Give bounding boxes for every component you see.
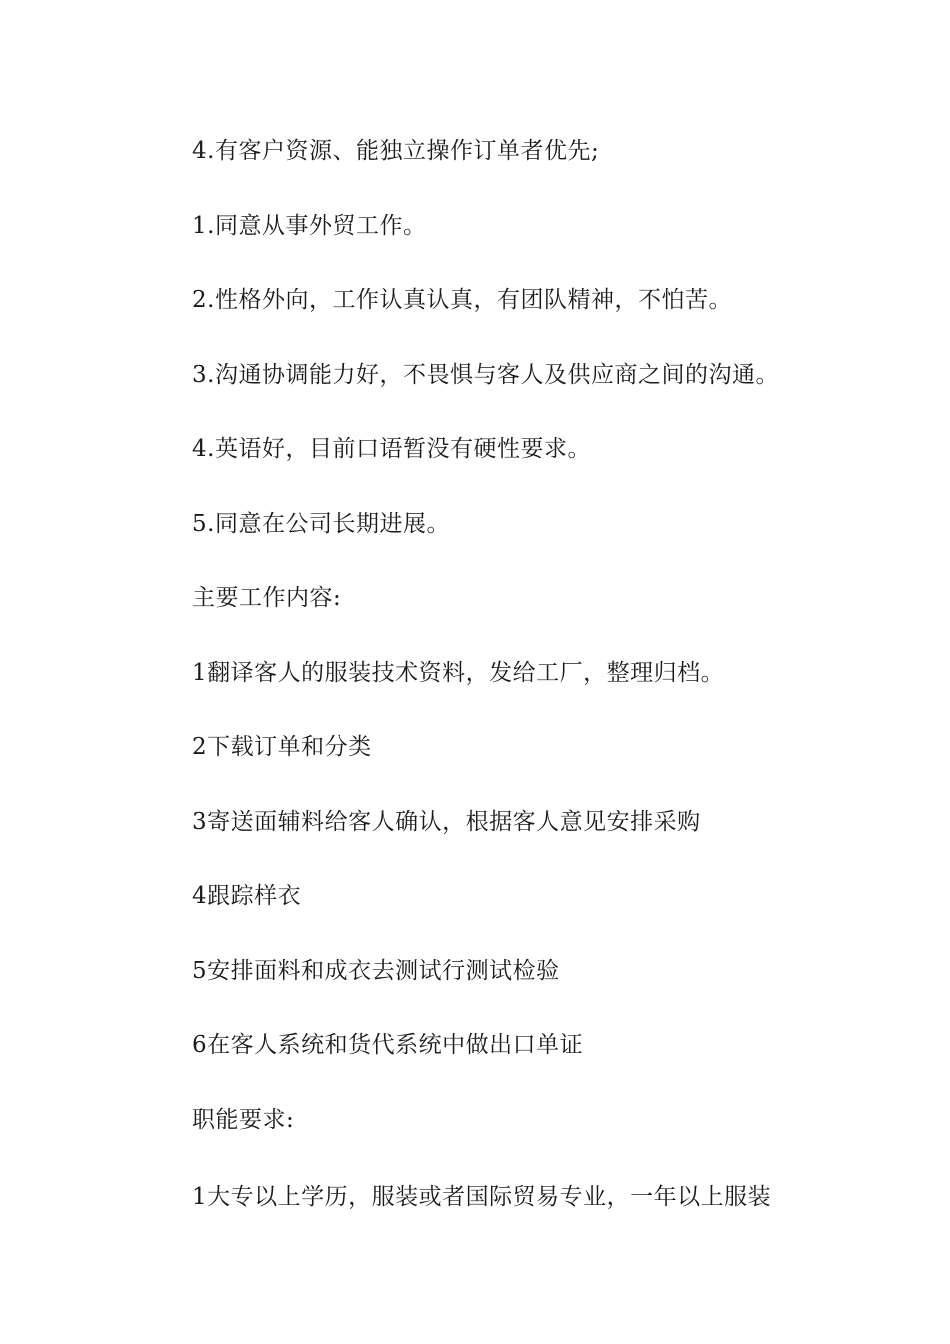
requirement-line: 1.同意从事外贸工作。	[192, 213, 427, 239]
requirement-line: 3.沟通协调能力好，不畏惧与客人及供应商之间的沟通。	[192, 362, 779, 388]
duty-line: 1翻译客人的服装技术资料，发给工厂，整理归档。	[192, 660, 725, 686]
requirement-line: 4.有客户资源、能独立操作订单者优先;	[192, 138, 600, 164]
duty-line: 2下载订单和分类	[192, 734, 372, 760]
duty-line: 4跟踪样衣	[192, 883, 302, 909]
duty-line: 6在客人系统和货代系统中做出口单证	[192, 1032, 584, 1058]
duty-line: 5安排面料和成衣去测试行测试检验	[192, 958, 560, 984]
qualification-line: 1大专以上学历，服装或者国际贸易专业，一年以上服装	[192, 1184, 772, 1210]
requirement-line: 5.同意在公司长期进展。	[192, 511, 450, 537]
requirement-line: 2.性格外向，工作认真认真，有团队精神，不怕苦。	[192, 287, 732, 313]
section-heading: 主要工作内容:	[192, 585, 342, 611]
requirement-line: 4.英语好，目前口语暂没有硬性要求。	[192, 436, 591, 462]
duty-line: 3寄送面辅料给客人确认，根据客人意见安排采购	[192, 809, 701, 835]
section-heading: 职能要求:	[192, 1107, 295, 1133]
